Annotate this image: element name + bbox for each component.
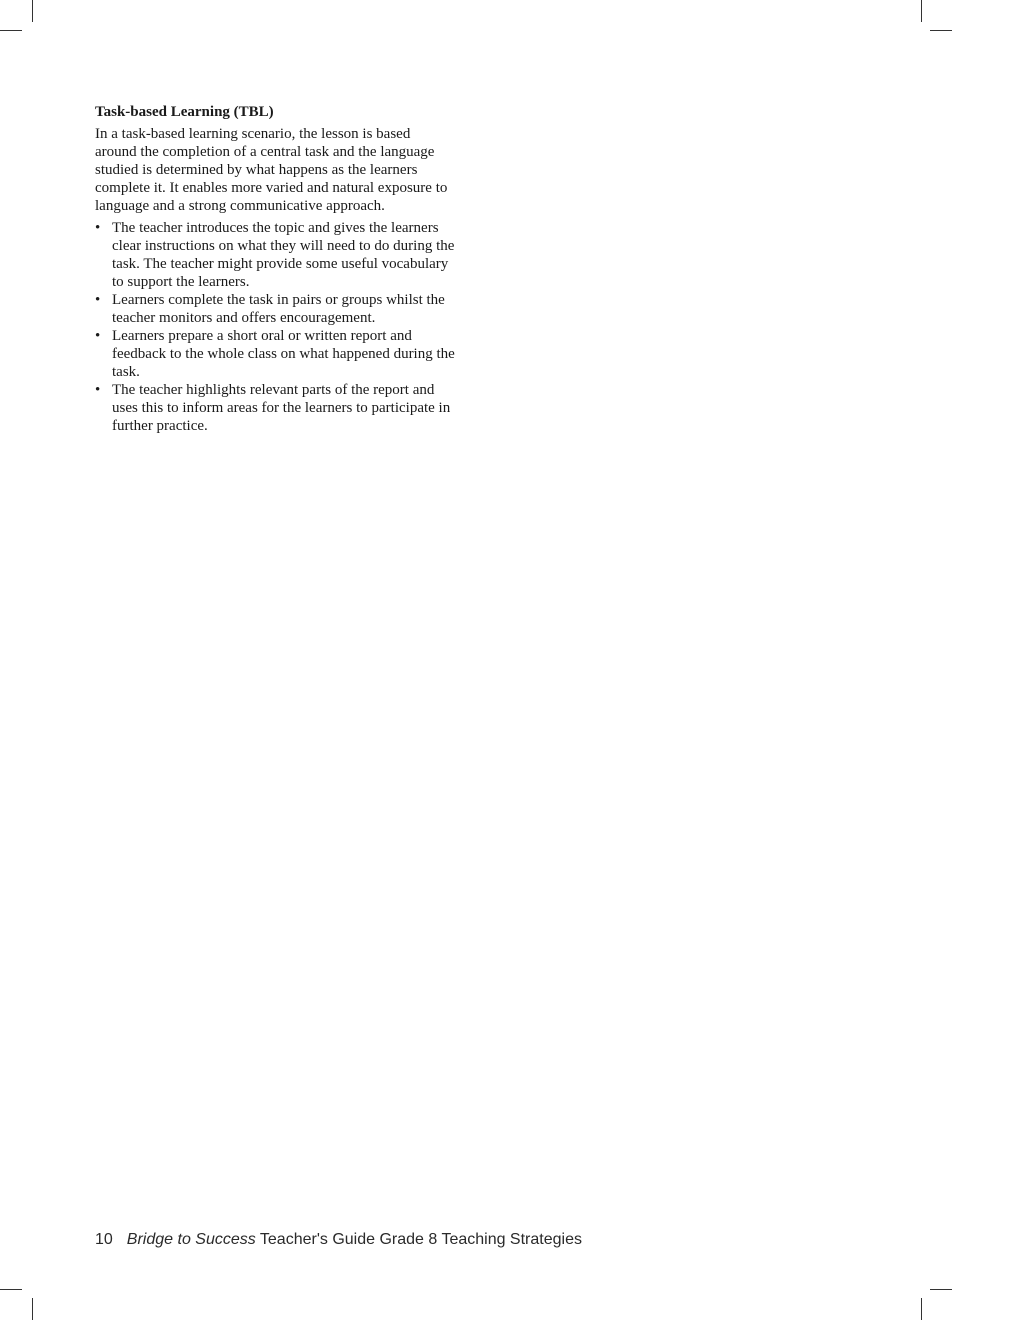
crop-mark-top-left-vertical [32,0,33,22]
list-item [95,327,455,381]
crop-mark-top-right-vertical [921,0,922,22]
bullet-icon: • [95,328,101,344]
list-item-text: Learners complete the task in pairs or groups whilst the teacher monitors and offers encouragement. [112,292,445,326]
crop-mark-bottom-left-horizontal [0,1289,22,1290]
footer-subtitle: Teacher's Guide Grade 8 Teaching Strategies [255,1231,582,1248]
crop-mark-bottom-right-horizontal [930,1289,952,1290]
list-item [95,291,455,327]
intro-paragraph: In a task-based learning scenario, the lesson is based around the completion of a central task and the language studied is determined by what happens as the learners complete it. It enables more varied and natural exposure to language and a strong communicative approach. [95,126,448,214]
section-heading: Task-based Learning (TBL) [95,104,274,120]
list-item [95,219,455,291]
page-number: 10 [95,1231,113,1248]
bullet-icon: • [95,220,101,236]
list-item-text: The teacher highlights relevant parts of the report and uses this to inform areas for the learners to participate in further practice. [112,382,451,434]
book-title: Bridge to Success [126,1231,256,1248]
crop-mark-bottom-right-vertical [921,1298,922,1320]
bullet-icon: • [95,382,101,398]
tbl-section [95,103,455,435]
crop-mark-top-left-horizontal [0,30,22,31]
bullet-list [95,219,455,435]
page-footer [95,1230,582,1250]
crop-mark-bottom-left-vertical [32,1298,33,1320]
bullet-icon: • [95,292,101,308]
crop-mark-top-right-horizontal [930,30,952,31]
list-item [95,381,455,435]
list-item-text: The teacher introduces the topic and gives the learners clear instructions on what they will need to do during the task. The teacher might provide some useful vocabulary to support the learners. [112,220,455,290]
list-item-text: Learners prepare a short oral or written report and feedback to the whole class on what happened during the task. [112,328,455,380]
